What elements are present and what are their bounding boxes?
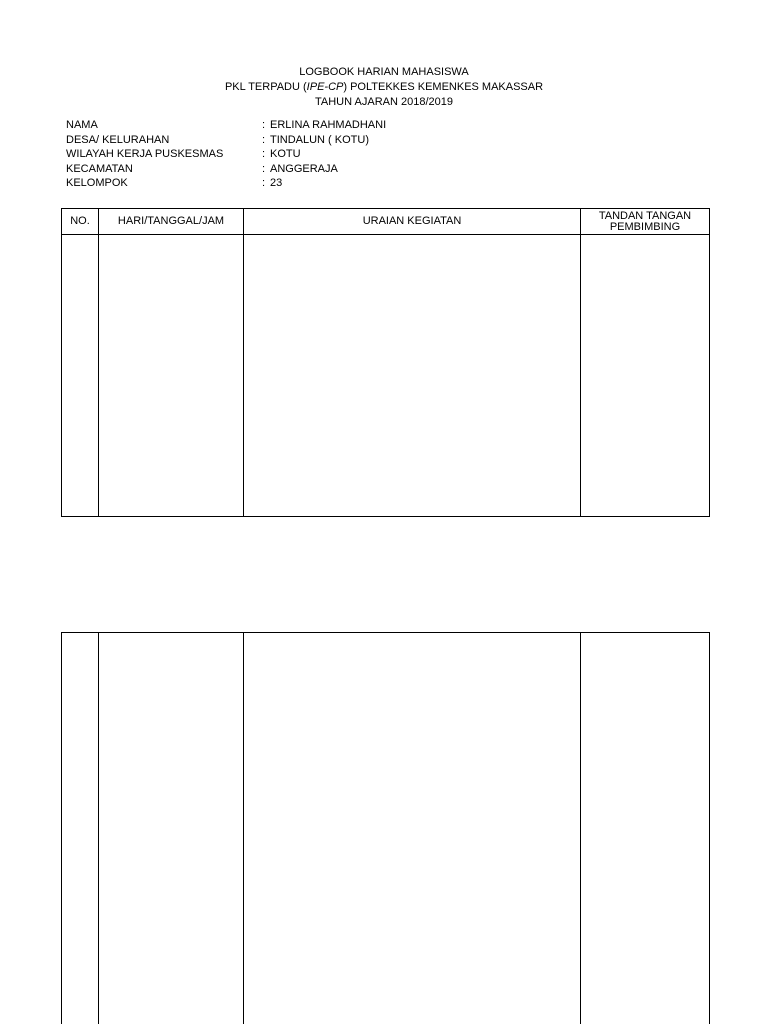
info-label: DESA/ KELURAHAN (66, 133, 170, 146)
cell-date (99, 235, 244, 517)
info-label: KECAMATAN (66, 162, 133, 175)
cell-signature (581, 633, 710, 1024)
column-header-no: NO. (62, 209, 99, 235)
title-line-2-prefix: PKL TERPADU ( (224, 81, 307, 93)
info-label: WILAYAH KERJA PUSKESMAS (66, 148, 224, 160)
cell-no (62, 633, 99, 1024)
info-separator: : (262, 148, 266, 160)
info-row-nama (66, 118, 706, 133)
cell-date (99, 633, 244, 1024)
info-separator: : (262, 162, 266, 175)
info-value: ANGGERAJA (270, 162, 338, 175)
title-line-3: TAHUN AJARAN 2018/2019 (315, 96, 453, 108)
table-row (62, 633, 710, 1024)
cell-signature (581, 235, 710, 517)
info-value: KOTU (270, 148, 301, 160)
column-header-signature: TANDAN TANGAN PEMBIMBING (581, 209, 710, 235)
info-value: ERLINA RAHMADHANI (270, 119, 387, 131)
table-header-row (62, 209, 710, 235)
document-title (0, 65, 768, 110)
info-separator: : (262, 133, 266, 146)
info-row-kecamatan (66, 162, 706, 177)
column-header-activity: URAIAN KEGIATAN (244, 209, 581, 235)
info-separator: : (262, 177, 266, 189)
logbook-table-continued (61, 632, 710, 1024)
logbook-table (61, 208, 710, 517)
cell-activity (244, 235, 581, 517)
info-row-wilayah (66, 147, 706, 162)
title-line-2-suffix: ) POLTEKKES KEMENKES MAKASSAR (343, 81, 544, 93)
student-info (66, 118, 706, 191)
title-line-2 (0, 80, 768, 95)
title-line-2-italic: IPE-CP (306, 81, 344, 93)
cell-no (62, 235, 99, 517)
column-header-date: HARI/TANGGAL/JAM (99, 209, 244, 235)
cell-activity (244, 633, 581, 1024)
info-value: TINDALUN ( KOTU) (270, 133, 369, 146)
info-row-kelompok (66, 176, 706, 191)
info-value: 23 (270, 177, 283, 189)
title-line-1: LOGBOOK HARIAN MAHASISWA (299, 66, 469, 78)
info-row-desa (66, 133, 706, 148)
info-label: KELOMPOK (66, 177, 128, 189)
info-separator: : (262, 119, 266, 131)
info-label: NAMA (66, 119, 98, 131)
table-row (62, 235, 710, 517)
